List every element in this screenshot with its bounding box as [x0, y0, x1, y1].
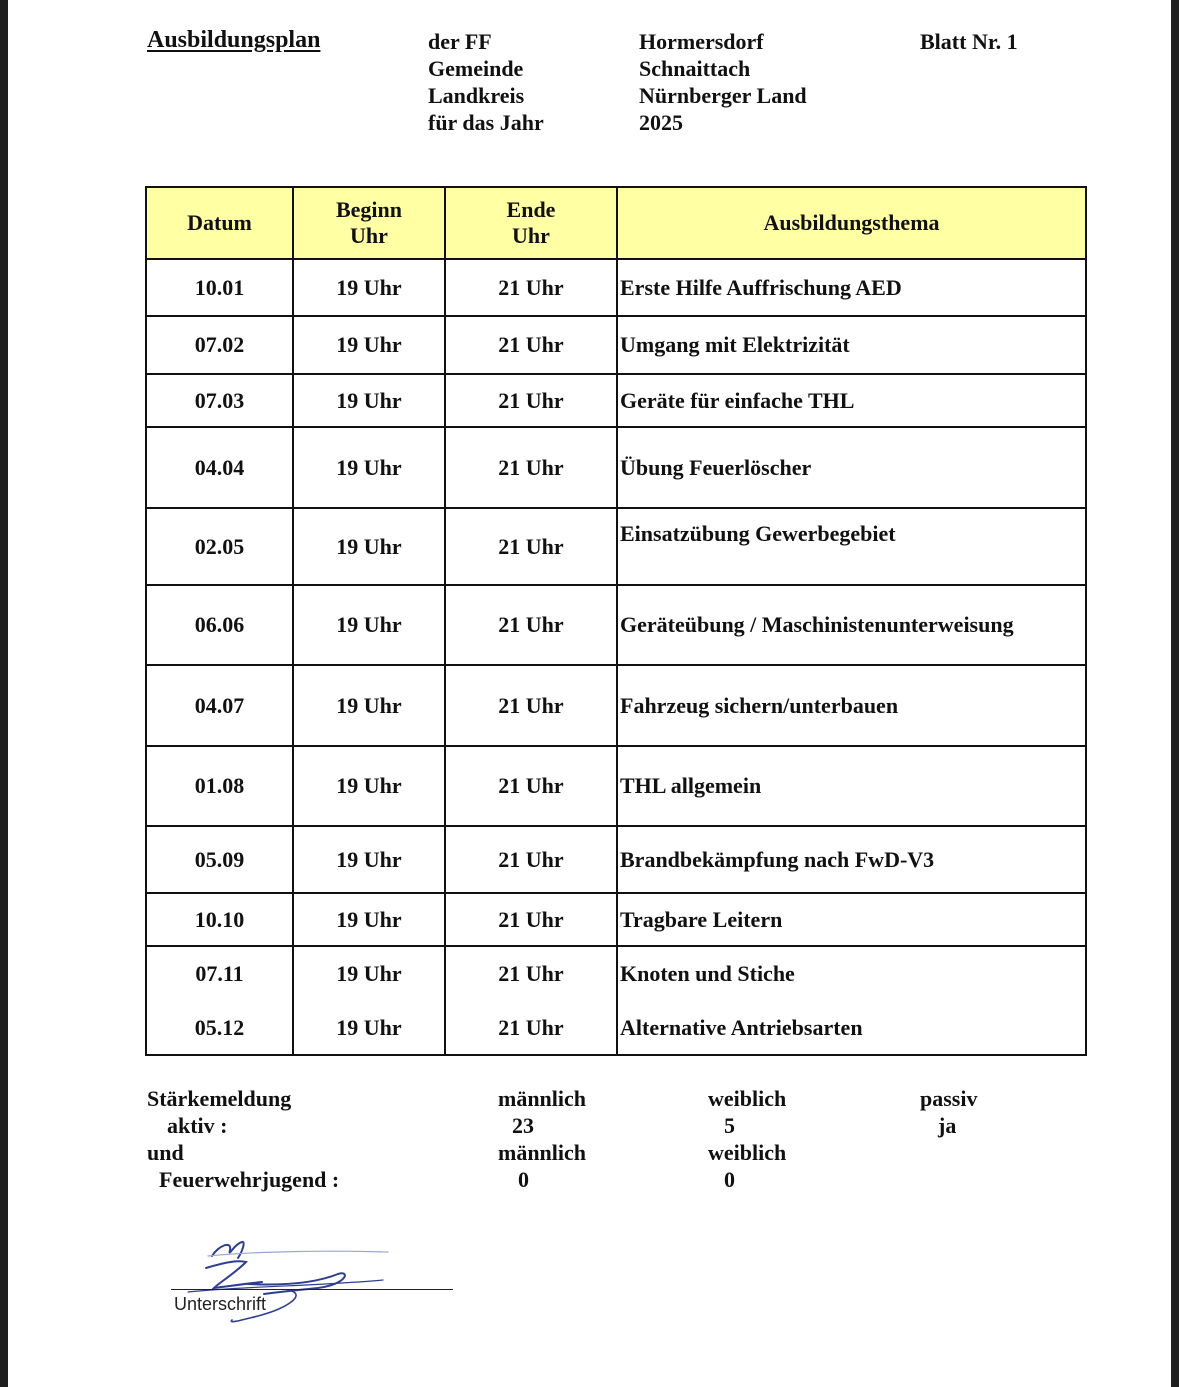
cell-thema: Alternative Antriebsarten [617, 1001, 1086, 1055]
cell-datum: 06.06 [146, 585, 293, 665]
cell-datum: 02.05 [146, 508, 293, 585]
table-header-row [146, 187, 1086, 259]
cell-thema: Umgang mit Elektrizität [617, 316, 1086, 374]
cell-thema: Geräte für einfache THL [617, 374, 1086, 427]
header-label-landkreis: Landkreis [428, 83, 525, 108]
header-labels [428, 28, 544, 136]
right-edge-bar [1171, 0, 1179, 1387]
footer-label-und: und [147, 1140, 184, 1165]
table-row [146, 259, 1086, 316]
document-title: Ausbildungsplan [147, 27, 321, 53]
cell-ende: 21 Uhr [445, 893, 617, 946]
cell-thema: Knoten und Stiche [617, 946, 1086, 1001]
cell-datum: 01.08 [146, 746, 293, 826]
cell-beginn: 19 Uhr [293, 585, 445, 665]
table-row [146, 893, 1086, 946]
col-header-ende [445, 187, 617, 259]
header-label-jahr: für das Jahr [428, 110, 544, 135]
footer-weiblich-jugend [708, 1139, 786, 1193]
footer-weiblich-jugend-value: 0 [724, 1167, 735, 1192]
table-row [146, 1001, 1086, 1055]
col-header-beginn [293, 187, 445, 259]
footer-weiblich-aktiv [708, 1085, 786, 1139]
signature-label: Unterschrift [174, 1294, 267, 1314]
header-value-gemeinde: Schnaittach [639, 56, 751, 81]
cell-ende: 21 Uhr [445, 946, 617, 1001]
col-header-ende-unit: Uhr [512, 223, 550, 248]
cell-ende: 21 Uhr [445, 585, 617, 665]
cell-datum: 07.02 [146, 316, 293, 374]
footer-maennlich [498, 1085, 586, 1193]
cell-beginn: 19 Uhr [293, 1001, 445, 1055]
col-header-beginn-label: Beginn [335, 197, 403, 222]
signature-line [171, 1289, 453, 1290]
header-value-ff: Hormersdorf [639, 29, 764, 54]
cell-datum: 07.03 [146, 374, 293, 427]
cell-beginn: 19 Uhr [293, 893, 445, 946]
header-value-landkreis: Nürnberger Land [639, 83, 807, 108]
cell-datum: 04.04 [146, 427, 293, 508]
training-schedule-table [145, 186, 1087, 1056]
cell-ende: 21 Uhr [445, 1001, 617, 1055]
table-row [146, 508, 1086, 585]
table-row [146, 585, 1086, 665]
cell-beginn: 19 Uhr [293, 746, 445, 826]
left-edge-bar [0, 0, 8, 1387]
cell-ende: 21 Uhr [445, 259, 617, 316]
footer-maennlich-jugend [498, 1139, 586, 1193]
cell-ende: 21 Uhr [445, 746, 617, 826]
cell-thema: Fahrzeug sichern/unterbauen [617, 665, 1086, 746]
cell-beginn: 19 Uhr [293, 665, 445, 746]
footer-weiblich-aktiv-value: 5 [724, 1113, 735, 1138]
footer-label-feuerwehrjugend: Feuerwehrjugend : [159, 1167, 340, 1192]
cell-ende: 21 Uhr [445, 508, 617, 585]
footer-label-aktiv: aktiv : [167, 1113, 228, 1138]
cell-beginn: 19 Uhr [293, 946, 445, 1001]
cell-ende: 21 Uhr [445, 316, 617, 374]
table-row [146, 826, 1086, 893]
cell-ende: 21 Uhr [445, 826, 617, 893]
header-label-gemeinde: Gemeinde [428, 56, 524, 81]
footer-weiblich-label: weiblich [708, 1086, 787, 1111]
footer-passiv-row [920, 1085, 977, 1139]
cell-thema: THL allgemein [617, 746, 1086, 826]
footer-label-staerkemeldung: Stärkemeldung [147, 1086, 292, 1111]
cell-thema: Einsatzübung Gewerbegebiet [617, 508, 1086, 585]
handwritten-signature [168, 1228, 408, 1338]
header-value-jahr: 2025 [639, 110, 683, 135]
footer-maennlich-jugend-value: 0 [518, 1167, 529, 1192]
footer-weiblich [708, 1085, 786, 1193]
col-header-thema: Ausbildungsthema [617, 187, 1086, 259]
col-header-datum: Datum [146, 187, 293, 259]
cell-datum: 07.11 [146, 946, 293, 1001]
cell-beginn: 19 Uhr [293, 316, 445, 374]
cell-datum: 05.09 [146, 826, 293, 893]
footer-weiblich-label: weiblich [708, 1140, 787, 1165]
footer-passiv [920, 1085, 977, 1139]
table-row [146, 374, 1086, 427]
cell-ende: 21 Uhr [445, 665, 617, 746]
footer-maennlich-label: männlich [498, 1086, 587, 1111]
footer-passiv-value: ja [938, 1113, 957, 1138]
footer-passiv-label: passiv [920, 1086, 978, 1111]
cell-thema: Brandbekämpfung nach FwD-V3 [617, 826, 1086, 893]
table-row [146, 316, 1086, 374]
cell-beginn: 19 Uhr [293, 374, 445, 427]
table-row [146, 746, 1086, 826]
cell-datum: 10.01 [146, 259, 293, 316]
cell-beginn: 19 Uhr [293, 826, 445, 893]
cell-ende: 21 Uhr [445, 427, 617, 508]
cell-datum: 05.12 [146, 1001, 293, 1055]
footer-row-jugend [147, 1139, 339, 1193]
table-row [146, 427, 1086, 508]
footer-maennlich-label: männlich [498, 1140, 587, 1165]
cell-thema: Geräteübung / Maschinistenunterweisung [617, 585, 1086, 665]
table-row [146, 946, 1086, 1001]
table-row [146, 665, 1086, 746]
cell-datum: 10.10 [146, 893, 293, 946]
footer-row-aktiv [147, 1085, 339, 1139]
col-header-ende-label: Ende [506, 197, 556, 222]
cell-datum: 04.07 [146, 665, 293, 746]
cell-ende: 21 Uhr [445, 374, 617, 427]
header-values [639, 28, 807, 136]
footer-maennlich-aktiv [498, 1085, 586, 1139]
cell-thema: Tragbare Leitern [617, 893, 1086, 946]
cell-thema: Übung Feuerlöscher [617, 427, 1086, 508]
cell-beginn: 19 Uhr [293, 508, 445, 585]
footer-labels [147, 1085, 339, 1193]
sheet-number: Blatt Nr. 1 [920, 29, 1018, 54]
footer-maennlich-aktiv-value: 23 [512, 1113, 534, 1138]
cell-beginn: 19 Uhr [293, 427, 445, 508]
col-header-beginn-unit: Uhr [350, 223, 388, 248]
cell-beginn: 19 Uhr [293, 259, 445, 316]
header-label-ff: der FF [428, 29, 492, 54]
document-page [8, 0, 1171, 1387]
cell-thema: Erste Hilfe Auffrischung AED [617, 259, 1086, 316]
